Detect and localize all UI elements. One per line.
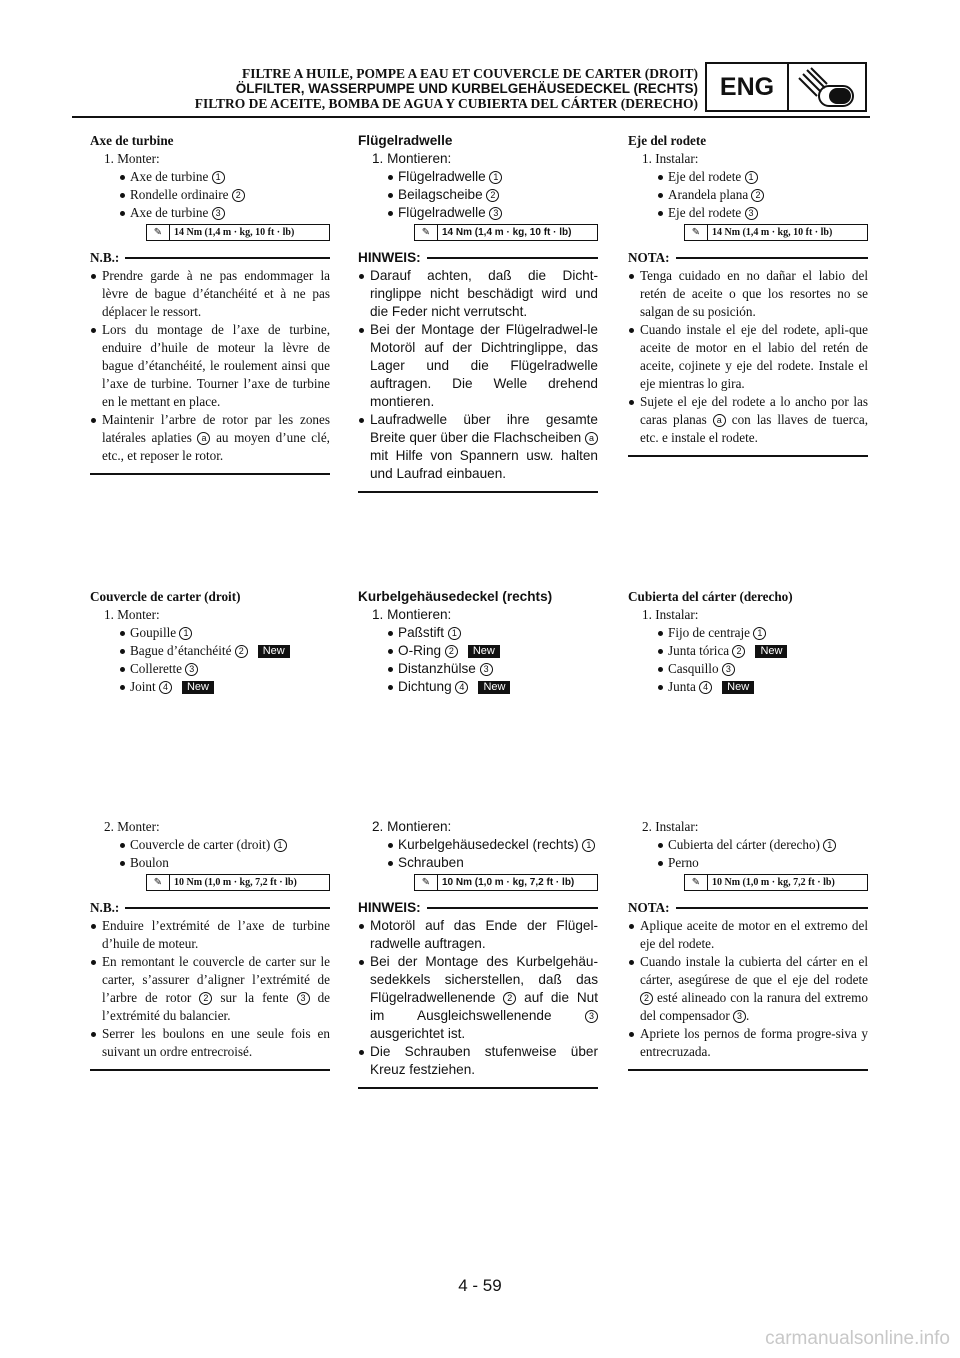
callout-a: a bbox=[197, 432, 210, 445]
section-end-rule bbox=[90, 473, 330, 475]
wrench-icon: ✎ bbox=[685, 875, 708, 890]
step-label: 1. Instalar: bbox=[642, 151, 699, 166]
list-item: Flügelradwelle 3 bbox=[358, 204, 598, 222]
list-item: Kurbelgehäusedeckel (rechts) 1 bbox=[358, 836, 598, 854]
note-item: Die Schrauben stufenweise über Kreuz festziehen. bbox=[358, 1043, 598, 1079]
column-spanish bbox=[628, 132, 868, 457]
page-number: 4 - 59 bbox=[458, 1276, 502, 1295]
note-item: Laufradwelle über ihre gesamte Breite quer über die Flachscheiben a mit Hilfe von Spannern usw. halten und Laufrad einbauen. bbox=[358, 411, 598, 483]
step-label: 1. Monter: bbox=[104, 151, 160, 166]
header-title-es: FILTRO DE ACEITE, BOMBA DE AGUA Y CUBIERTA DEL CÁRTER (DERECHO) bbox=[194, 96, 698, 111]
callout-1: 1 bbox=[212, 171, 225, 184]
column-german-section2 bbox=[358, 588, 598, 696]
list-item: Junta tórica 2 New bbox=[628, 642, 868, 660]
column-german-section3 bbox=[358, 818, 598, 1089]
note-item: Bei der Montage des Kurbelgehäu-sedekkels sicherstellen, daß das Flügelradwellenende 2 auf die Nut im Ausgleichswellenende 3 ausgerichtet ist. bbox=[358, 953, 598, 1043]
note-item: Darauf achten, daß die Dicht-ringlippe nicht beschädigt wird und die Feder nicht verrutscht. bbox=[358, 267, 598, 321]
engine-icon bbox=[793, 66, 863, 110]
column-german bbox=[358, 132, 598, 493]
list-item: Joint 4 New bbox=[90, 678, 330, 696]
new-part-badge: New bbox=[258, 645, 290, 658]
wrench-icon: ✎ bbox=[685, 225, 708, 240]
note-item: Maintenir l’arbre de rotor par les zones latérales aplaties a au moyen d’une clé, etc., et reposer le rotor. bbox=[90, 411, 330, 465]
step-label: 2. Monter: bbox=[104, 819, 160, 834]
list-item: Eje del rodete 1 bbox=[628, 168, 868, 186]
wrench-icon: ✎ bbox=[415, 225, 438, 240]
section-tab-divider bbox=[787, 62, 789, 112]
column-french-section3 bbox=[90, 818, 330, 1071]
section-end-rule bbox=[628, 1069, 868, 1071]
list-item: Collerette 3 bbox=[90, 660, 330, 678]
watermark: carmanualsonline.info bbox=[765, 1328, 950, 1349]
note-item: Lors du montage de l’axe de turbine, enduire d’huile de moteur la lèvre de bague d’étanchéité, le roulement ainsi que l’axe de turbine. Tourner l’axe de turbine en le mettant en place. bbox=[90, 321, 330, 411]
section-title: Couvercle de carter (droit) bbox=[90, 589, 241, 604]
list-item: Perno bbox=[628, 854, 868, 872]
note-item: Motoröl auf das Ende der Flügel-radwelle auftragen. bbox=[358, 917, 598, 953]
callout-2: 2 bbox=[232, 189, 245, 202]
list-item: Axe de turbine 3 bbox=[90, 204, 330, 222]
list-item: Beilagscheibe 2 bbox=[358, 186, 598, 204]
list-item: Schrauben bbox=[358, 854, 598, 872]
page-header-titles bbox=[100, 66, 698, 111]
section-title: Kurbelgehäusedeckel (rechts) bbox=[358, 589, 553, 604]
step-label: 2. Instalar: bbox=[642, 819, 699, 834]
note-item: Cuando instale la cubierta del cárter en el cárter, asegúrese de que el eje del rodete 2 esté alineado con la ranura del extremo del compensador 3 . bbox=[628, 953, 868, 1025]
note-item: Bei der Montage der Flügelradwel-le Motoröl auf der Dichtringlippe, das Lager und die Flügelradwelle auftragen. Die Welle drehend montieren. bbox=[358, 321, 598, 411]
list-item: Bague d’étanchéité 2 New bbox=[90, 642, 330, 660]
list-item: Arandela plana 2 bbox=[628, 186, 868, 204]
list-item: Dichtung 4 New bbox=[358, 678, 598, 696]
new-part-badge: New bbox=[468, 645, 500, 658]
note-item: Sujete el eje del rodete a lo ancho por las caras planas a con las llaves de tuerca, etc. e instale el rodete. bbox=[628, 393, 868, 447]
note-heading: N.B.: bbox=[90, 899, 330, 917]
list-item: Paßstift 1 bbox=[358, 624, 598, 642]
section-end-rule bbox=[358, 1087, 598, 1089]
new-part-badge: New bbox=[182, 681, 214, 694]
list-item: Eje del rodete 3 bbox=[628, 204, 868, 222]
step-label: 1. Instalar: bbox=[642, 607, 699, 622]
list-item: Boulon bbox=[90, 854, 330, 872]
note-heading: NOTA: bbox=[628, 249, 868, 267]
torque-spec: ✎ 10 Nm (1,0 m · kg, 7,2 ft · lb) bbox=[414, 874, 598, 891]
list-item: Distanzhülse 3 bbox=[358, 660, 598, 678]
wrench-icon: ✎ bbox=[147, 875, 170, 890]
step-label: 1. Montieren: bbox=[372, 607, 452, 622]
note-heading: HINWEIS: bbox=[358, 899, 598, 917]
column-french bbox=[90, 132, 330, 475]
section-title: Flügelradwelle bbox=[358, 133, 453, 148]
section-end-rule bbox=[358, 491, 598, 493]
column-spanish-section2 bbox=[628, 588, 868, 696]
section-tab-label: ENG bbox=[719, 72, 775, 101]
step-label: 2. Montieren: bbox=[372, 819, 452, 834]
torque-spec: ✎ 10 Nm (1,0 m · kg, 7,2 ft · lb) bbox=[146, 874, 330, 891]
list-item: Rondelle ordinaire 2 bbox=[90, 186, 330, 204]
new-part-badge: New bbox=[478, 681, 510, 694]
list-item: Flügelradwelle 1 bbox=[358, 168, 598, 186]
header-title-fr: FILTRE A HUILE, POMPE A EAU ET COUVERCLE DE CARTER (DROIT) bbox=[242, 66, 698, 81]
note-item: Prendre garde à ne pas endommager la lèvre de bague d’étanchéité et à ne pas déplacer le ressort. bbox=[90, 267, 330, 321]
section-title: Eje del rodete bbox=[628, 133, 707, 148]
torque-spec: ✎ 14 Nm (1,4 m · kg, 10 ft · lb) bbox=[684, 224, 868, 241]
torque-spec: ✎ 10 Nm (1,0 m · kg, 7,2 ft · lb) bbox=[684, 874, 868, 891]
note-item: Tenga cuidado en no dañar el labio del retén de aceite o que los resortes no se salgan de su posición. bbox=[628, 267, 868, 321]
list-item: Goupille 1 bbox=[90, 624, 330, 642]
callout-3: 3 bbox=[212, 207, 225, 220]
list-item: Casquillo 3 bbox=[628, 660, 868, 678]
note-item: En remontant le couvercle de carter sur le carter, s’assurer d’aligner l’extrémité de l’arbre de rotor 2 sur la fente 3 de l’extrémité du balancier. bbox=[90, 953, 330, 1025]
note-item: Enduire l’extrémité de l’axe de turbine d’huile de moteur. bbox=[90, 917, 330, 953]
section-title: Cubierta del cárter (derecho) bbox=[628, 589, 793, 604]
wrench-icon: ✎ bbox=[147, 225, 170, 240]
torque-spec: ✎ 14 Nm (1,4 m · kg, 10 ft · lb) bbox=[146, 224, 330, 241]
note-item: Cuando instale el eje del rodete, apli-que aceite de motor en el labio del retén de aceite, cojinete y eje del rodete. Instale el eje mientras lo gira. bbox=[628, 321, 868, 393]
header-title-de: ÖLFILTER, WASSERPUMPE UND KURBELGEHÄUSEDECKEL (RECHTS) bbox=[235, 81, 698, 96]
torque-spec: ✎ 14 Nm (1,4 m · kg, 10 ft · lb) bbox=[414, 224, 598, 241]
wrench-icon: ✎ bbox=[415, 875, 438, 890]
list-item: Junta 4 New bbox=[628, 678, 868, 696]
column-spanish-section3 bbox=[628, 818, 868, 1071]
note-item: Serrer les boulons en une seule fois en suivant un ordre entrecroisé. bbox=[90, 1025, 330, 1061]
section-title: Axe de turbine bbox=[90, 133, 174, 148]
new-part-badge: New bbox=[755, 645, 787, 658]
list-item: Fijo de centraje 1 bbox=[628, 624, 868, 642]
list-item: Axe de turbine 1 bbox=[90, 168, 330, 186]
list-item: Cubierta del cárter (derecho) 1 bbox=[628, 836, 868, 854]
section-end-rule bbox=[90, 1069, 330, 1071]
step-label: 1. Monter: bbox=[104, 607, 160, 622]
note-item: Aplique aceite de motor en el extremo del eje del rodete. bbox=[628, 917, 868, 953]
step-label: 1. Montieren: bbox=[372, 151, 452, 166]
note-item: Apriete los pernos de forma progre-siva y entrecruzada. bbox=[628, 1025, 868, 1061]
new-part-badge: New bbox=[722, 681, 754, 694]
column-french-section2 bbox=[90, 588, 330, 696]
section-end-rule bbox=[628, 455, 868, 457]
list-item: O-Ring 2 New bbox=[358, 642, 598, 660]
note-heading: N.B.: bbox=[90, 249, 330, 267]
header-rule bbox=[72, 116, 870, 118]
note-heading: NOTA: bbox=[628, 899, 868, 917]
note-heading: HINWEIS: bbox=[358, 249, 598, 267]
list-item: Couvercle de carter (droit) 1 bbox=[90, 836, 330, 854]
